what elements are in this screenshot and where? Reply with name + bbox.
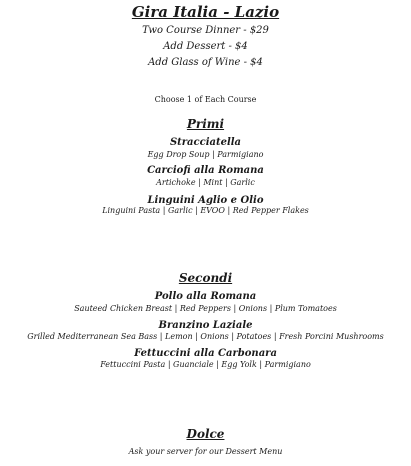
dish-description: Linguini Pasta | Garlic | EVOO | Red Pepper Flakes xyxy=(102,206,309,215)
dish-name: Pollo alla Romana xyxy=(154,291,257,302)
dish-description: Fettuccini Pasta | Guanciale | Egg Yolk | Parmigiano xyxy=(100,360,311,369)
dish-name: Linguini Aglio e Olio xyxy=(147,195,264,206)
dish-name: Fettuccini alla Carbonara xyxy=(134,348,277,359)
dish-name: Carciofi alla Romana xyxy=(147,165,264,176)
dessert-note: Ask your server for our Dessert Menu xyxy=(128,447,283,456)
dish-description: Egg Drop Soup | Parmigiano xyxy=(147,150,264,159)
price-add-wine: Add Glass of Wine - $4 xyxy=(148,57,263,68)
course-instruction: Choose 1 of Each Course xyxy=(154,95,257,104)
section-heading-primi: Primi xyxy=(186,117,225,131)
menu-title: Gira Italia - Lazio xyxy=(131,3,280,21)
price-add-dessert: Add Dessert - $4 xyxy=(163,41,248,52)
dish-description: Grilled Mediterranean Sea Bass | Lemon | Onions | Potatoes | Fresh Porcini Mushrooms xyxy=(27,332,384,341)
dish-name: Stracciatella xyxy=(169,137,242,148)
section-heading-secondi: Secondi xyxy=(178,271,233,285)
dish-name: Branzino Laziale xyxy=(158,320,253,331)
section-heading-dolce: Dolce xyxy=(186,427,225,441)
dish-description: Sauteed Chicken Breast | Red Peppers | Onions | Plum Tomatoes xyxy=(74,304,337,313)
price-two-course: Two Course Dinner - $29 xyxy=(142,25,269,36)
dish-description: Artichoke | Mint | Garlic xyxy=(156,178,255,187)
